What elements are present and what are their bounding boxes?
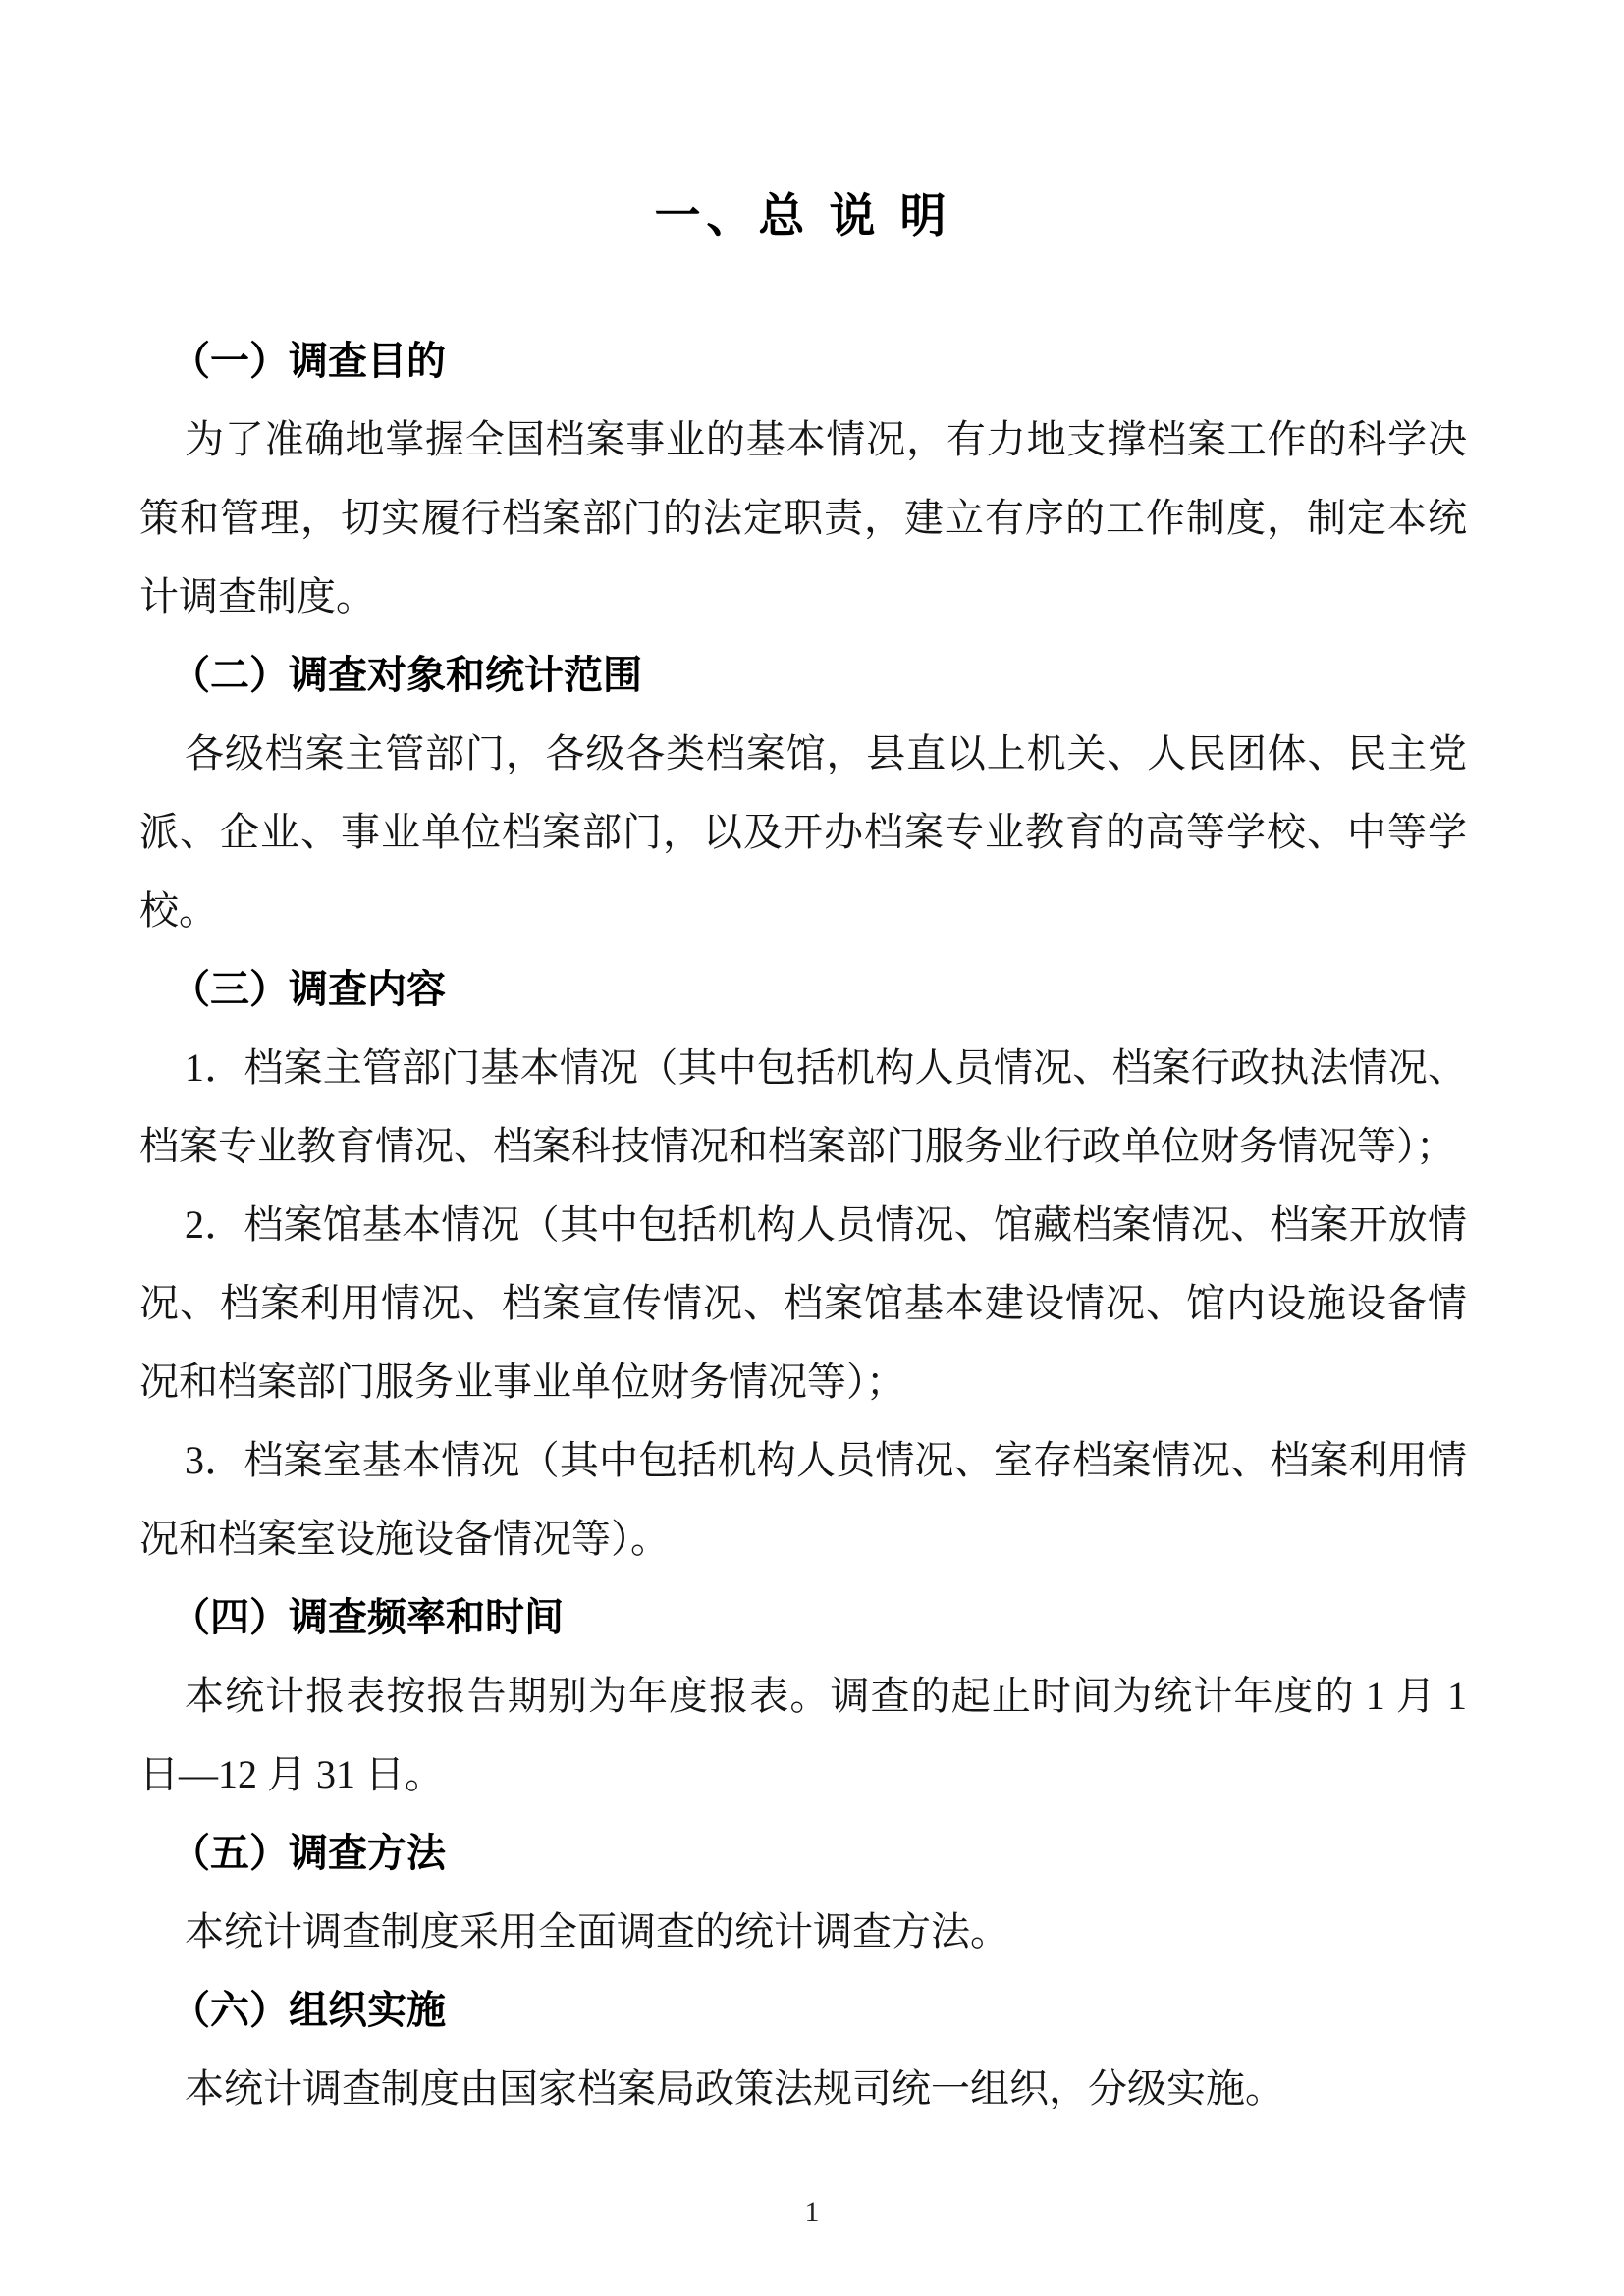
section-heading-2: （二）调查对象和统计范围 bbox=[171, 653, 642, 697]
paragraph: 本统计调查制度采用全面调查的统计调查方法。 bbox=[185, 1909, 1009, 1953]
document-content bbox=[139, 187, 1467, 2128]
paragraph: 本统计报表按报告期别为年度报表。调查的起止时间为统计年度的 1 月 1 日—12 月 31 日。 bbox=[139, 1674, 1467, 1796]
paragraph: 本统计调查制度由国家档案局政策法规司统一组织，分级实施。 bbox=[185, 2066, 1284, 2110]
section-heading-3: （三）调查内容 bbox=[171, 967, 446, 1011]
paragraph-list-item-2: 2．档案馆基本情况（其中包括机构人员情况、馆藏档案情况、档案开放情况、档案利用情况、档案宣传情况、档案馆基本建设情况、馆内设施设备情况和档案部门服务业事业单位财务情况等）； bbox=[139, 1202, 1467, 1404]
section-heading-4: （四）调查频率和时间 bbox=[171, 1595, 564, 1639]
paragraph-list-item-3: 3．档案室基本情况（其中包括机构人员情况、室存档案情况、档案利用情况和档案室设施设备情况等）。 bbox=[139, 1438, 1467, 1561]
section-heading-6: （六）组织实施 bbox=[171, 1988, 446, 2032]
section-heading-5: （五）调查方法 bbox=[171, 1831, 446, 1875]
page-number: 1 bbox=[804, 2196, 820, 2228]
paragraph: 各级档案主管部门，各级各类档案馆，县直以上机关、人民团体、民主党派、企业、事业单位档案部门，以及开办档案专业教育的高等学校、中等学校。 bbox=[139, 731, 1467, 933]
section-heading-1: （一）调查目的 bbox=[171, 339, 446, 383]
paragraph: 为了准确地掌握全国档案事业的基本情况，有力地支撑档案工作的科学决策和管理，切实履行档案部门的法定职责，建立有序的工作制度，制定本统计调查制度。 bbox=[139, 417, 1467, 618]
paragraph-list-item-1: 1．档案主管部门基本情况（其中包括机构人员情况、档案行政执法情况、档案专业教育情况、档案科技情况和档案部门服务业行政单位财务情况等）； bbox=[139, 1045, 1467, 1168]
page-title: 一、总 说 明 bbox=[654, 189, 952, 241]
